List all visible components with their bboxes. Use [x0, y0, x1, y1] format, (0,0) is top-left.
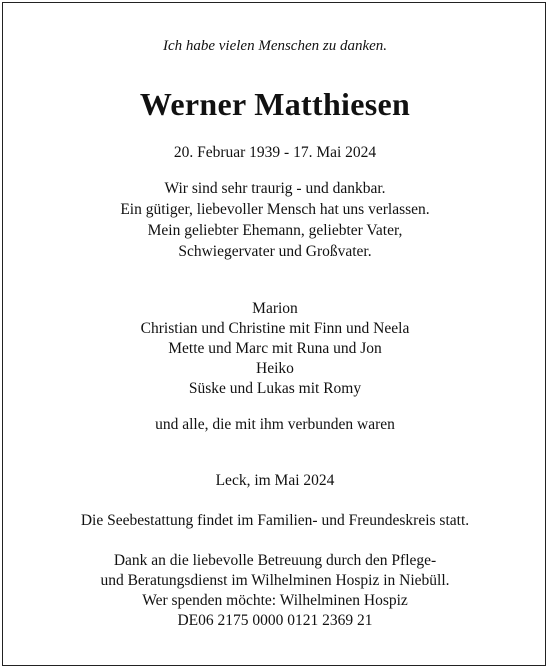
- mourner-line: Süske und Lukas mit Romy: [188, 380, 362, 397]
- burial-note: Die Seebestattung findet im Familien- und Freundeskreis statt.: [80, 512, 470, 529]
- place-date: Leck, im Mai 2024: [215, 472, 335, 489]
- thanks-line: DE06 2175 0000 0121 2369 21: [177, 612, 373, 629]
- life-dates: 20. Februar 1939 - 17. Mai 2024: [173, 144, 377, 161]
- mourner-line: Heiko: [256, 360, 294, 377]
- thanks-line: Dank an die liebevolle Betreuung durch den Pflege-: [113, 552, 437, 569]
- others-line: und alle, die mit ihm verbunden waren: [155, 416, 395, 433]
- mourner-line: Marion: [252, 300, 298, 317]
- tribute-line: Wir sind sehr traurig - und dankbar.: [164, 180, 386, 197]
- thanks-line: und Beratungsdienst im Wilhelminen Hospiz in Niebüll.: [100, 572, 450, 589]
- thanks-line: Wer spenden möchte: Wilhelminen Hospiz: [142, 592, 408, 609]
- mourner-line: Mette und Marc mit Runa und Jon: [168, 340, 382, 357]
- deceased-name: Werner Matthiesen: [139, 86, 411, 122]
- tribute-line: Schwiegervater und Großvater.: [178, 243, 372, 260]
- mourner-line: Christian und Christine mit Finn und Neela: [140, 320, 410, 337]
- motto: Ich habe vielen Menschen zu danken.: [162, 38, 388, 54]
- tribute-line: Ein gütiger, liebevoller Mensch hat uns verlassen.: [120, 201, 430, 218]
- tribute-line: Mein geliebter Ehemann, geliebter Vater,: [147, 222, 403, 239]
